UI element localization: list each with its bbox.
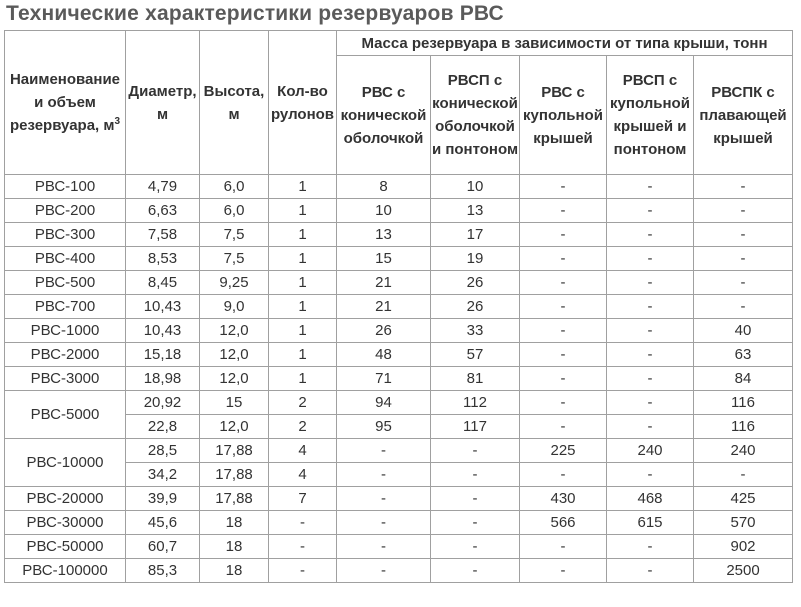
header-mass-rvspk-floating: РВСПК с плавающей крышей (694, 56, 793, 175)
cell-name: РВС-5000 (5, 391, 126, 439)
cell-mass: - (431, 463, 520, 487)
cell-mass: - (337, 535, 431, 559)
cell-rolls: - (269, 511, 337, 535)
cell-diameter: 85,3 (126, 559, 200, 583)
header-height: Высота, м (200, 31, 269, 175)
cell-mass: 430 (520, 487, 607, 511)
cell-mass: - (337, 439, 431, 463)
header-mass-group: Масса резервуара в зависимости от типа крыши, тонн (337, 31, 793, 56)
cell-name: РВС-700 (5, 295, 126, 319)
cell-mass: 570 (694, 511, 793, 535)
cell-diameter: 10,43 (126, 319, 200, 343)
cell-mass: 225 (520, 439, 607, 463)
cell-mass: - (694, 199, 793, 223)
cell-mass: - (337, 559, 431, 583)
cell-rolls: - (269, 535, 337, 559)
table-row (5, 247, 793, 271)
cell-mass: 19 (431, 247, 520, 271)
cell-mass: 71 (337, 367, 431, 391)
header-mass-rvs-dome: РВС с купольной крышей (520, 56, 607, 175)
cell-diameter: 20,92 (126, 391, 200, 415)
cell-height: 6,0 (200, 175, 269, 199)
cell-diameter: 18,98 (126, 367, 200, 391)
cell-rolls: 1 (269, 319, 337, 343)
header-rolls: Кол-во рулонов (269, 31, 337, 175)
cell-height: 12,0 (200, 343, 269, 367)
cell-mass: - (431, 439, 520, 463)
cell-mass: 10 (337, 199, 431, 223)
cell-mass: - (607, 271, 694, 295)
cell-mass: 95 (337, 415, 431, 439)
cell-mass: 10 (431, 175, 520, 199)
cell-mass: 21 (337, 295, 431, 319)
cell-mass: - (337, 463, 431, 487)
table-row (5, 559, 793, 583)
cell-name: РВС-10000 (5, 439, 126, 487)
cell-mass: 13 (337, 223, 431, 247)
table-row (5, 175, 793, 199)
cell-mass: 468 (607, 487, 694, 511)
cell-mass: - (607, 463, 694, 487)
cell-rolls: 1 (269, 247, 337, 271)
cell-mass: 33 (431, 319, 520, 343)
cell-mass: 26 (431, 295, 520, 319)
cell-mass: 26 (431, 271, 520, 295)
cell-mass: 94 (337, 391, 431, 415)
cell-rolls: 2 (269, 391, 337, 415)
cell-mass: - (694, 295, 793, 319)
cell-mass: - (520, 295, 607, 319)
table-row (5, 271, 793, 295)
cell-mass: - (694, 175, 793, 199)
cell-mass: - (520, 559, 607, 583)
header-mass-rvsp-conical-pontoon: РВСП с конической оболочкой и понтоном (431, 56, 520, 175)
cell-mass: 15 (337, 247, 431, 271)
cell-height: 15 (200, 391, 269, 415)
cell-height: 6,0 (200, 199, 269, 223)
cell-name: РВС-500 (5, 271, 126, 295)
table-row (5, 223, 793, 247)
cell-name: РВС-20000 (5, 487, 126, 511)
cell-mass: - (520, 247, 607, 271)
table-row (5, 295, 793, 319)
cell-mass: 240 (694, 439, 793, 463)
cell-mass: 57 (431, 343, 520, 367)
cell-mass: - (520, 175, 607, 199)
cell-diameter: 10,43 (126, 295, 200, 319)
cell-mass: - (520, 319, 607, 343)
cell-rolls: 1 (269, 343, 337, 367)
cell-mass: - (607, 295, 694, 319)
cell-mass: - (607, 175, 694, 199)
cell-mass: 425 (694, 487, 793, 511)
cell-mass: - (607, 559, 694, 583)
cell-name: РВС-1000 (5, 319, 126, 343)
cell-mass: 116 (694, 391, 793, 415)
cell-mass: 8 (337, 175, 431, 199)
cell-mass: - (520, 343, 607, 367)
cell-diameter: 7,58 (126, 223, 200, 247)
table-row (5, 511, 793, 535)
cell-height: 7,5 (200, 247, 269, 271)
cell-mass: - (431, 559, 520, 583)
cell-mass: 81 (431, 367, 520, 391)
cell-mass: - (607, 343, 694, 367)
cell-height: 12,0 (200, 319, 269, 343)
cell-name: РВС-200 (5, 199, 126, 223)
cell-height: 12,0 (200, 367, 269, 391)
cell-mass: - (431, 511, 520, 535)
cell-rolls: 1 (269, 367, 337, 391)
cell-mass: 13 (431, 199, 520, 223)
cell-diameter: 39,9 (126, 487, 200, 511)
cell-diameter: 8,45 (126, 271, 200, 295)
header-diameter: Диаметр, м (126, 31, 200, 175)
cell-name: РВС-300 (5, 223, 126, 247)
cell-name: РВС-100000 (5, 559, 126, 583)
cell-mass: 116 (694, 415, 793, 439)
cell-mass: - (520, 367, 607, 391)
table-row (5, 367, 793, 391)
table-row (5, 319, 793, 343)
cell-mass: 240 (607, 439, 694, 463)
cell-mass: - (694, 223, 793, 247)
cell-mass: - (337, 487, 431, 511)
cell-mass: 63 (694, 343, 793, 367)
cell-mass: - (520, 415, 607, 439)
page-title: Технические характеристики резервуаров РВС (6, 2, 504, 25)
cell-mass: - (607, 199, 694, 223)
cell-height: 17,88 (200, 463, 269, 487)
cell-height: 9,25 (200, 271, 269, 295)
cell-mass: - (607, 319, 694, 343)
cell-mass: - (337, 511, 431, 535)
table-row (5, 343, 793, 367)
cell-mass: - (694, 247, 793, 271)
cell-mass: 566 (520, 511, 607, 535)
table-row (5, 535, 793, 559)
cell-rolls: 1 (269, 199, 337, 223)
cell-mass: - (520, 271, 607, 295)
cell-rolls: 7 (269, 487, 337, 511)
cell-rolls: 1 (269, 223, 337, 247)
cell-height: 18 (200, 535, 269, 559)
cell-height: 18 (200, 559, 269, 583)
header-mass-rvsp-dome-pontoon: РВСП с купольной крышей и понтоном (607, 56, 694, 175)
header-name-text: Наименование и объем резервуара, м (9, 71, 121, 134)
table-row (5, 391, 793, 415)
cell-height: 9,0 (200, 295, 269, 319)
cell-diameter: 45,6 (126, 511, 200, 535)
cell-height: 17,88 (200, 439, 269, 463)
cell-mass: - (694, 463, 793, 487)
cell-diameter: 4,79 (126, 175, 200, 199)
cell-mass: - (607, 247, 694, 271)
table-row (5, 487, 793, 511)
cell-height: 12,0 (200, 415, 269, 439)
cell-mass: - (520, 199, 607, 223)
cell-name: РВС-3000 (5, 367, 126, 391)
cell-rolls: 1 (269, 295, 337, 319)
cell-diameter: 60,7 (126, 535, 200, 559)
header-mass-rvs-conical: РВС с конической оболочкой (337, 56, 431, 175)
cell-mass: - (431, 487, 520, 511)
cell-mass: - (607, 535, 694, 559)
cell-mass: 40 (694, 319, 793, 343)
cell-mass: - (520, 223, 607, 247)
table-row (5, 199, 793, 223)
cell-diameter: 22,8 (126, 415, 200, 439)
cell-mass: 2500 (694, 559, 793, 583)
cell-rolls: 1 (269, 175, 337, 199)
cell-mass: 21 (337, 271, 431, 295)
table-row (5, 439, 793, 463)
cell-mass: 615 (607, 511, 694, 535)
cell-rolls: 1 (269, 271, 337, 295)
cell-mass: 48 (337, 343, 431, 367)
cell-mass: - (520, 535, 607, 559)
cell-name: РВС-2000 (5, 343, 126, 367)
cell-mass: - (431, 535, 520, 559)
cell-name: РВС-30000 (5, 511, 126, 535)
cell-diameter: 28,5 (126, 439, 200, 463)
cell-mass: - (607, 415, 694, 439)
cell-mass: 902 (694, 535, 793, 559)
cell-name: РВС-400 (5, 247, 126, 271)
cell-mass: - (607, 391, 694, 415)
cell-mass: 26 (337, 319, 431, 343)
cell-rolls: 4 (269, 439, 337, 463)
cell-mass: - (607, 223, 694, 247)
tank-spec-table (4, 30, 793, 583)
cell-diameter: 15,18 (126, 343, 200, 367)
header-name-volume (5, 31, 126, 175)
cell-mass: 17 (431, 223, 520, 247)
cell-mass: - (520, 391, 607, 415)
cell-diameter: 34,2 (126, 463, 200, 487)
cell-mass: 117 (431, 415, 520, 439)
cell-mass: - (607, 367, 694, 391)
header-name-sup: 3 (114, 116, 121, 127)
cell-mass: - (694, 271, 793, 295)
cell-rolls: - (269, 559, 337, 583)
cell-diameter: 8,53 (126, 247, 200, 271)
cell-height: 18 (200, 511, 269, 535)
cell-name: РВС-50000 (5, 535, 126, 559)
cell-mass: - (520, 463, 607, 487)
cell-height: 17,88 (200, 487, 269, 511)
cell-mass: 112 (431, 391, 520, 415)
cell-mass: 84 (694, 367, 793, 391)
cell-rolls: 2 (269, 415, 337, 439)
cell-diameter: 6,63 (126, 199, 200, 223)
cell-height: 7,5 (200, 223, 269, 247)
cell-name: РВС-100 (5, 175, 126, 199)
cell-rolls: 4 (269, 463, 337, 487)
